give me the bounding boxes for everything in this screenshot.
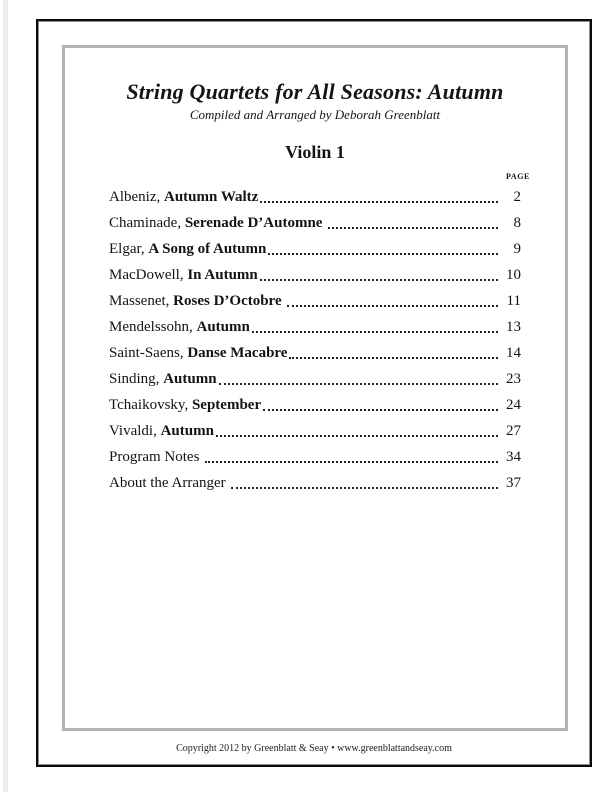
toc-entry-title: Autumn	[163, 371, 217, 387]
toc-entry-title: Autumn	[196, 319, 250, 335]
toc-entry-composer: About the Arranger	[109, 475, 230, 491]
toc-entry-title: In Autumn	[187, 267, 258, 283]
toc-entry-title: September	[191, 397, 262, 413]
dot-leader	[261, 392, 501, 418]
dot-leader	[214, 418, 501, 444]
copyright-footer: Copyright 2012 by Greenblatt & Seay • www.greenblattandseay.com	[176, 743, 452, 754]
toc-entry	[109, 470, 521, 496]
page-outer-frame	[36, 19, 592, 767]
toc-entry	[109, 288, 521, 314]
toc-entry-title: Autumn	[160, 423, 214, 439]
toc-entry-composer: Chaminade,	[109, 215, 185, 231]
toc-entry-page: 37	[506, 475, 521, 491]
toc-entry-page: 27	[506, 423, 521, 439]
dot-leader	[326, 210, 501, 236]
toc-entry-composer: Tchaikovsky,	[109, 397, 192, 413]
toc-entry-page: 8	[513, 215, 521, 231]
toc-entry-composer: Saint-Saens,	[109, 345, 188, 361]
toc-entry-composer: Massenet,	[109, 293, 174, 309]
toc-entry-page: 11	[506, 293, 521, 309]
dot-leader	[285, 288, 501, 314]
toc-entry	[109, 184, 521, 210]
toc-entry-page: 2	[513, 189, 521, 205]
section-heading: Violin 1	[285, 142, 345, 162]
toc-entry-composer: Sinding,	[109, 371, 164, 387]
content-border-box	[62, 45, 568, 731]
toc-entry-page: 34	[506, 449, 521, 465]
scan-edge-artifact	[3, 0, 8, 792]
toc-entry-composer: Elgar,	[109, 241, 149, 257]
toc-entry	[109, 210, 521, 236]
toc-entry-composer: MacDowell,	[109, 267, 188, 283]
dot-leader	[203, 444, 501, 470]
toc-entry-title: Danse Macabre	[187, 345, 288, 361]
page-title: String Quartets for All Seasons: Autumn	[126, 79, 504, 104]
toc-entry-composer: Albeniz,	[109, 189, 164, 205]
dot-leader	[258, 262, 501, 288]
toc-entry-page: 9	[513, 241, 521, 257]
toc-entry	[109, 314, 521, 340]
dot-leader	[287, 340, 501, 366]
dot-leader	[217, 366, 501, 392]
toc-entry-title: A Song of Autumn	[148, 241, 267, 257]
toc-entry-composer: Mendelssohn,	[109, 319, 197, 335]
page-content	[65, 48, 565, 728]
toc-entry	[109, 444, 521, 470]
dot-leader	[258, 184, 501, 210]
toc-entry	[109, 366, 521, 392]
toc-entry	[109, 340, 521, 366]
toc-entry-title: Serenade D’Automne	[184, 215, 327, 231]
page-subtitle: Compiled and Arranged by Deborah Greenblatt	[189, 107, 441, 122]
dot-leader	[250, 314, 501, 340]
toc-entry-page: 13	[506, 319, 521, 335]
toc-entry-title: Autumn Waltz	[163, 189, 259, 205]
dot-leader	[266, 236, 501, 262]
toc-entry-page: 14	[506, 345, 521, 361]
toc-entry	[109, 262, 521, 288]
page-column-label: PAGE	[505, 172, 530, 181]
toc-entry-page: 10	[506, 267, 521, 283]
toc-entry-composer: Vivaldi,	[109, 423, 161, 439]
toc-entry	[109, 236, 521, 262]
table-of-contents	[65, 172, 565, 496]
toc-entry-composer: Program Notes	[109, 449, 204, 465]
toc-entry	[109, 418, 521, 444]
toc-entry-title: Roses D’Octobre	[173, 293, 286, 309]
toc-entry-page: 23	[506, 371, 521, 387]
toc-entry-page: 24	[506, 397, 521, 413]
toc-entry	[109, 392, 521, 418]
dot-leader	[229, 470, 501, 496]
